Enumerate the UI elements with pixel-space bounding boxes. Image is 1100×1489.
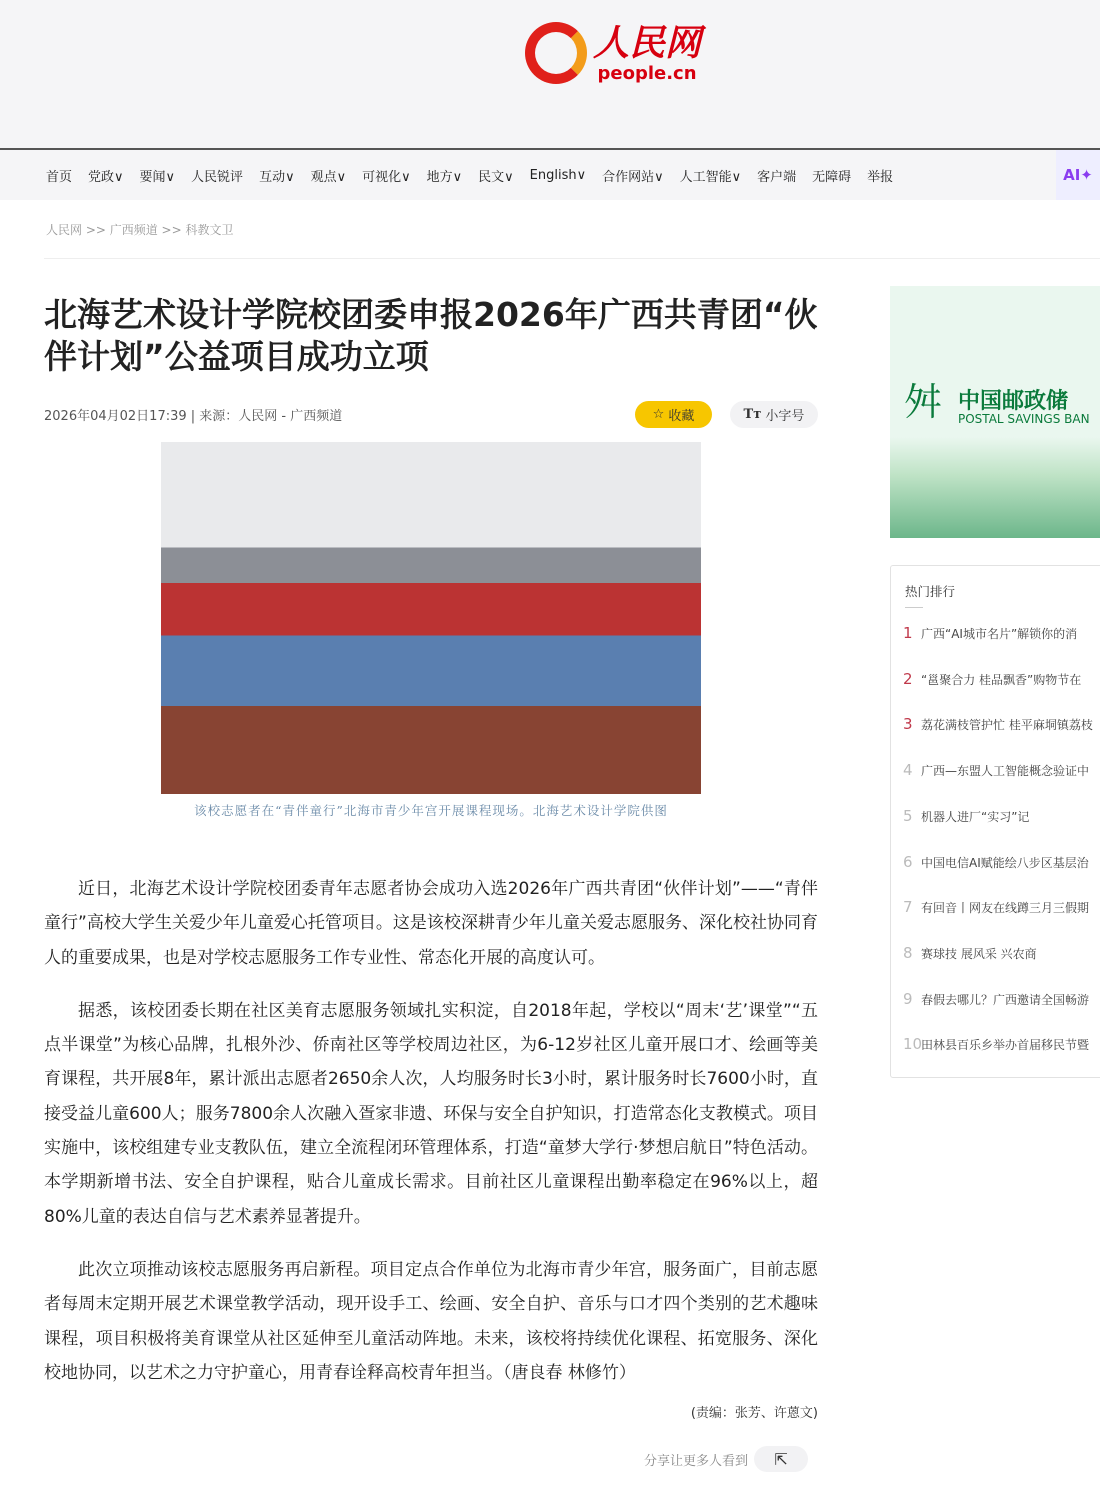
hot-item[interactable] <box>903 944 1037 962</box>
hot-item-title: 春假去哪儿？广西邀请全国畅游 <box>921 992 1090 1007</box>
article-paragraph: 近日，北海艺术设计学院校团委青年志愿者协会成功入选2026年广西共青团“伙伴计划”——“青伴童行”高校大学生关爱少年儿童爱心托管项目。这是该校深耕青少年儿童关爱志愿服务、深化校社协同育人的重要成果，也是对学校志愿服务工作专业性、常态化开展的高度认可。 <box>44 879 818 968</box>
font-size-icon: Tт <box>743 407 762 422</box>
nav-item[interactable]: 人工智能∨ <box>679 169 742 185</box>
postal-logo-icon: ⾇ <box>904 380 943 424</box>
article-paragraph: 据悉，该校团委长期在社区美育志愿服务领域扎实积淀，自2018年起，学校以“周末‘艺’课堂”“五点半课堂”为核心品牌，扎根外沙、侨南社区等学校周边社区，为6-12岁社区儿童开展口才、绘画等美育课程，共开展8年，累计派出志愿者2650余人次，人均服务时长3小时，累计服务时长7600小时，直接受益儿童600人；服务7800余人次融入疍家非遗、环保与安全自护知识，打造常态化支教模式。项目实施中，该校组建专业支教队伍，建立全流程闭环管理体系，打造“童梦大学行·梦想启航日”特色活动。本学期新增书法、安全自护课程，贴合儿童成长需求。目前社区儿童课程出勤率稳定在96%以上，超80%儿童的表达自信与艺术素养显著提升。 <box>44 1000 818 1227</box>
rank-number: 9 <box>903 989 913 1008</box>
breadcrumb[interactable]: 人民网 >> 广西频道 >> 科教文卫 <box>46 223 234 237</box>
nav-item[interactable]: 要闻∨ <box>139 169 176 185</box>
rank-number: 8 <box>903 943 913 962</box>
hot-item-title: 田林县百乐乡举办首届移民节暨 <box>921 1038 1090 1053</box>
rank-number: 10 <box>903 1035 923 1054</box>
rank-number: 7 <box>903 898 913 917</box>
hot-item[interactable] <box>903 807 1029 825</box>
hot-item-title: 广西—东盟人工智能概念验证中 <box>921 764 1090 779</box>
hot-ranking-panel <box>890 565 1100 1078</box>
share-icon: ⇱ <box>774 1449 788 1469</box>
hot-item-title: 赛球技 展风采 兴农商 <box>921 946 1037 961</box>
star-icon: ☆ <box>652 407 665 422</box>
favorite-button[interactable]: ☆ 收藏 <box>635 401 712 428</box>
hot-item[interactable] <box>903 990 1089 1008</box>
hot-item[interactable] <box>903 715 1093 733</box>
article-title: 北海艺术设计学院校团委申报2026年广西共青团“伙伴计划”公益项目成功立项 <box>44 295 818 376</box>
rank-number: 3 <box>903 715 913 734</box>
article-meta: 2026年04月02日17:39 | 来源：人民网 - 广西频道 <box>44 409 343 424</box>
header <box>0 0 1100 150</box>
article-paragraph: 此次立项推动该校志愿服务再启新程。项目定点合作单位为北海市青少年宫，服务面广，目前志愿者每周末定期开展艺术课堂教学活动，现开设手工、绘画、安全自护、音乐与口才四个类别的艺术趣味课程，项目积极将美育课堂从社区延伸至儿童活动阵地。未来，该校将持续优化课程、拓宽服务、深化校地协同，以艺术之力守护童心，用青春诠释高校青年担当。（唐良春 林修竹） <box>44 1259 818 1383</box>
rank-number: 5 <box>903 806 913 825</box>
logo-mark-icon <box>525 22 587 84</box>
nav-item[interactable]: English∨ <box>529 167 587 183</box>
nav-item[interactable]: 合作网站∨ <box>602 169 664 185</box>
rank-number: 6 <box>903 852 913 871</box>
hot-item-title: “邕聚合力 桂品飘香”购物节在 <box>921 672 1082 687</box>
rank-number: 2 <box>903 669 913 688</box>
rank-number: 4 <box>903 761 913 780</box>
hot-item[interactable] <box>903 670 1081 688</box>
hot-item[interactable] <box>903 898 1089 916</box>
nav-item[interactable]: 民文∨ <box>478 169 514 185</box>
nav-item[interactable]: 人民锐评 <box>191 169 244 185</box>
hot-item[interactable] <box>903 761 1089 779</box>
nav-item[interactable]: 举报 <box>867 169 894 185</box>
article-body <box>44 872 818 1409</box>
hot-item-title: 中国电信AI赋能绘八步区基层治 <box>921 855 1089 870</box>
people-cn-logo[interactable]: 人民网 people.cn <box>525 22 701 84</box>
nav-item[interactable]: 客户端 <box>757 169 797 185</box>
advertisement-banner[interactable]: ⾇ 中国邮政储 POSTAL SAVINGS BAN <box>890 286 1100 538</box>
hot-item-title: 广西“AI城市名片”解锁你的消 <box>921 627 1078 641</box>
nav-item[interactable]: 观点∨ <box>310 169 347 185</box>
editor-credit: (责编：张芳、许蒽文) <box>690 1406 818 1421</box>
main-nav <box>0 150 1100 200</box>
nav-item[interactable]: 党政∨ <box>88 169 124 185</box>
hot-item-title: 有回音丨网友在线蹲三月三假期 <box>921 901 1090 916</box>
hot-item[interactable] <box>903 624 1077 642</box>
font-size-button[interactable]: Tт 小字号 <box>730 401 818 428</box>
photo-caption: 该校志愿者在“青伴童行”北海市青少年宫开展课程现场。北海艺术设计学院供图 <box>194 803 668 818</box>
nav-item[interactable]: 地方∨ <box>426 169 463 185</box>
hot-ranking-title: 热门排行 <box>905 584 956 599</box>
hot-item-title: 机器人进厂“实习”记 <box>921 809 1030 824</box>
hot-item-title: 荔花满枝管护忙 桂平麻垌镇荔枝 <box>921 718 1093 733</box>
nav-item[interactable]: 首页 <box>46 169 73 185</box>
share-button[interactable] <box>754 1446 808 1472</box>
nav-item[interactable]: 无障碍 <box>812 169 852 185</box>
divider <box>44 258 1100 259</box>
nav-item[interactable]: 可视化∨ <box>362 169 411 185</box>
title-underline <box>905 607 923 608</box>
hot-item[interactable] <box>903 853 1089 871</box>
hot-item[interactable] <box>903 1035 1089 1053</box>
rank-number: 1 <box>903 624 913 642</box>
article-photo <box>161 442 701 794</box>
nav-item[interactable]: 互动∨ <box>259 169 295 185</box>
share-area: 分享让更多人看到 ⇱ <box>644 1446 808 1472</box>
ai-search-icon[interactable]: AI✦ <box>1056 150 1100 200</box>
